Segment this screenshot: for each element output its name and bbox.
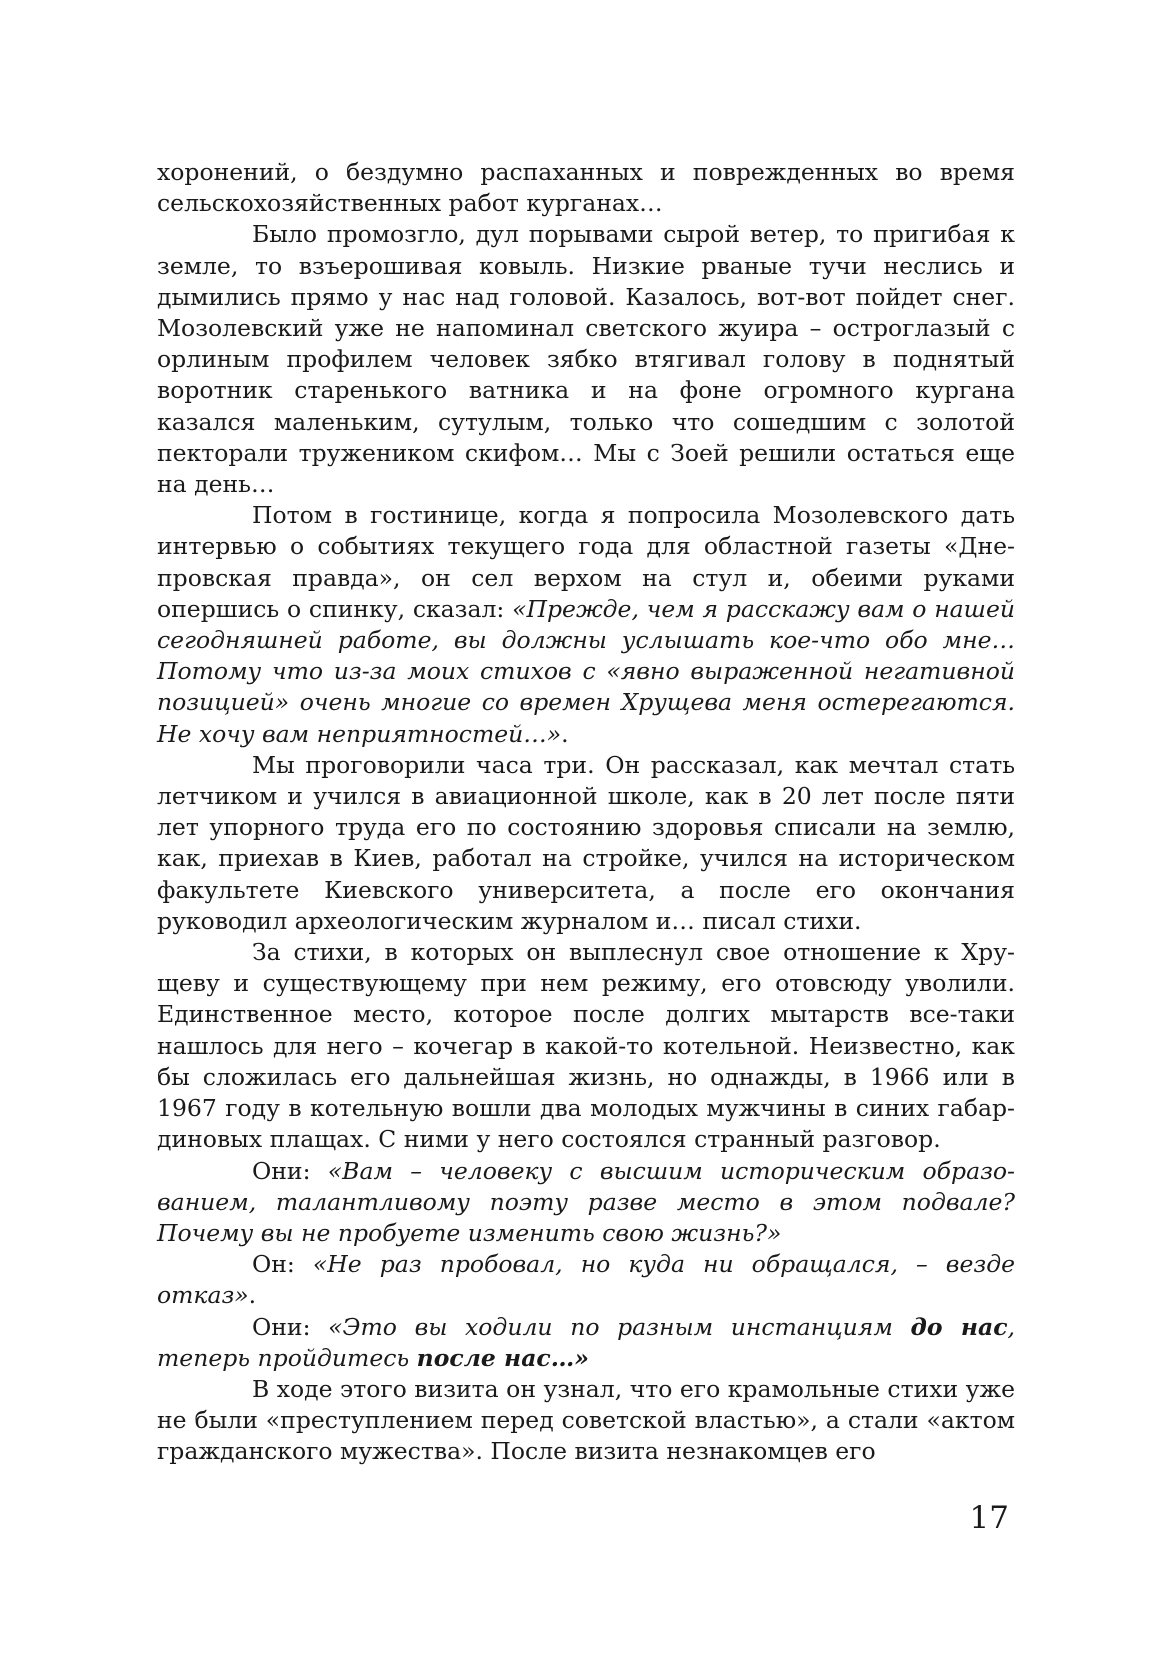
text-run: Потом в гостинице, когда я попросила Мозолевского дать интервью о событиях текущего года для областной газеты «Днепровская правда», он сел верхом на стул и, обеими руками опершись о спинку, сказал: <box>157 501 1015 623</box>
body-text <box>157 157 1015 1468</box>
text-run: За стихи, в которых он выплеснул свое отношение к Хрущеву и существующему при нем режиму, его отовсюду уволили. Единственное место, которое после долгих мытарств все-таки нашлось для него – кочегар в какой-то котельной. Неизвестно, как бы сложилась его дальнейшая жизнь, но однажды, в 1966 или в 1967 году в котельную вошли два молодых мужчины в синих габардиновых плащах. С ними у него состоялся странный разговор. <box>157 938 1015 1154</box>
text-run: хоронений, о бездумно распаханных и поврежденных во время сельскохозяйственных работ курганах… <box>157 158 1015 218</box>
paragraph <box>157 1249 1015 1311</box>
italic-text-run: «Не раз пробовал, но куда ни обращался, – везде отказ» <box>157 1250 1015 1310</box>
text-run: . <box>248 1281 257 1310</box>
text-run: Они: <box>252 1312 329 1341</box>
italic-text-run: «Это вы ходили по разным инстанциям <box>328 1312 911 1341</box>
paragraph <box>157 1374 1015 1468</box>
paragraph <box>157 219 1015 500</box>
text-run: . <box>561 719 569 748</box>
paragraph <box>157 500 1015 750</box>
paragraph <box>157 1156 1015 1250</box>
bold-italic-text-run: после нас…» <box>416 1343 589 1372</box>
paragraph <box>157 750 1015 937</box>
text-run: В ходе этого визита он узнал, что его крамольные стихи уже не были «преступлением перед советской властью», а стали «актом гражданского мужества». После визита незнакомцев его <box>157 1374 1015 1466</box>
paragraph <box>157 157 1015 219</box>
italic-text-run: , теперь пройдитесь <box>157 1312 1015 1372</box>
page-number: 17 <box>969 1500 1009 1536</box>
paragraph <box>157 1312 1015 1374</box>
text-run: Он: <box>252 1250 313 1279</box>
paragraph <box>157 937 1015 1155</box>
text-run: Они: <box>252 1156 328 1185</box>
italic-text-run: «Вам – человеку с высшим историческим образованием, талантливому поэту разве место в этом подвале? Почему вы не пробуете изменить свою жизнь?» <box>157 1156 1015 1247</box>
text-run: Мы проговорили часа три. Он рассказал, как мечтал стать летчиком и учился в авиационной школе, как в 20 лет после пяти лет упорного труда его по состоянию здоровья списали на землю, как, приехав в Киев, работал на стройке, учился на историческом факультете Киевского университета, а после его окончания руководил археологическим журналом и… писал стихи. <box>157 750 1015 935</box>
bold-italic-text-run: до нас <box>910 1312 1008 1341</box>
italic-text-run: «Прежде, чем я расскажу вам о нашей сегодняшней работе, вы должны услышать кое-что обо мне… Потому что из-за моих стихов с «явно выраженной негативной позицией» очень многие со времен Хрущева меня остерегаются. Не хочу вам неприятностей…» <box>157 594 1015 748</box>
text-run: Было промозгло, дул порывами сырой ветер, то пригибая к земле, то взъерошивая ковыль. Низкие рваные тучи неслись и дымились прямо у нас над головой. Казалось, вот-вот пойдет снег. Мозолевский уже не напоминал светского жуира – остроглазый с орлиным профилем человек зябко втягивал голову в поднятый воротник старенького ватника и на фоне огромного кургана казался маленьким, сутулым, только что сошедшим с золотой пекторали тружеником скифом… Мы с Зоей решили остаться еще на день… <box>157 220 1015 499</box>
